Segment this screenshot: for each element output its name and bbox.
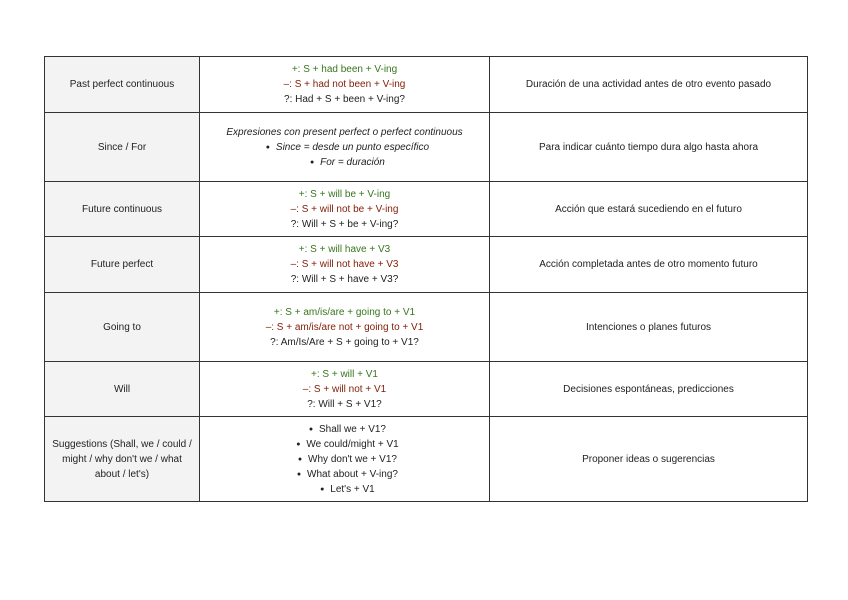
bullet-item: ● Since = desde un punto específico [204, 140, 485, 155]
structure-cell [200, 237, 490, 293]
usage-text: Intenciones o planes futuros [585, 321, 712, 333]
negative-form: –: S + will not + V1 [302, 383, 387, 395]
usage-cell [490, 57, 808, 113]
table-row [45, 293, 808, 362]
usage-text: Decisiones espontáneas, predicciones [563, 383, 734, 395]
usage-text: Duración de una actividad antes de otro evento pasado [525, 79, 772, 90]
positive-form: +: S + will + V1 [311, 368, 378, 380]
tense-label: Past perfect continuous [69, 79, 175, 90]
tense-label: Going to [103, 321, 141, 333]
tense-label: Suggestions (Shall, we / could / might / why don't we / what about / let's) [52, 438, 192, 480]
structure-cell [200, 293, 490, 362]
structure-cell [200, 362, 490, 417]
structure-cell [200, 113, 490, 182]
usage-cell [490, 362, 808, 417]
tense-cell [45, 113, 200, 182]
tense-label: Will [113, 383, 131, 395]
grammar-table [44, 56, 808, 502]
negative-form: –: S + had not been + V-ing [283, 79, 406, 90]
tense-cell [45, 362, 200, 417]
negative-form: –: S + will not be + V-ing [290, 203, 399, 215]
table-row [45, 237, 808, 293]
bullet-item: ● For = duración [204, 155, 485, 170]
tense-label: Future continuous [81, 203, 163, 215]
structure-cell [200, 417, 490, 502]
table-row [45, 362, 808, 417]
tense-cell [45, 237, 200, 293]
bullet-item: ● Let's + V1 [204, 482, 485, 497]
bullet-item: ● What about + V-ing? [204, 467, 485, 482]
question-form: ?: Am/Is/Are + S + going to + V1? [270, 336, 419, 348]
tense-cell [45, 57, 200, 113]
question-form: ?: Will + S + be + V-ing? [290, 218, 399, 230]
usage-cell [490, 182, 808, 237]
usage-cell [490, 293, 808, 362]
positive-form: +: S + will have + V3 [298, 244, 391, 255]
structure-heading: Expresiones con present perfect o perfect continuous [226, 126, 463, 138]
negative-form: –: S + will not have + V3 [290, 259, 399, 270]
tense-label: Since / For [97, 141, 147, 153]
question-form: ?: Will + S + have + V3? [290, 274, 399, 285]
bullet-item: ● We could/might + V1 [204, 437, 485, 452]
usage-text: Acción completada antes de otro momento futuro [539, 259, 758, 270]
usage-cell [490, 237, 808, 293]
structure-cell [200, 182, 490, 237]
usage-text: Para indicar cuánto tiempo dura algo hasta ahora [538, 141, 759, 153]
usage-text: Acción que estará sucediendo en el futuro [555, 203, 742, 215]
question-form: ?: Had + S + been + V-ing? [284, 94, 405, 105]
tense-label: Future perfect [90, 259, 154, 270]
table-row [45, 113, 808, 182]
question-form: ?: Will + S + V1? [307, 398, 382, 410]
positive-form: +: S + am/is/are + going to + V1 [273, 306, 416, 318]
bullet-item: ● Shall we + V1? [204, 422, 485, 437]
tense-cell [45, 182, 200, 237]
table-row [45, 417, 808, 502]
usage-cell [490, 113, 808, 182]
positive-form: +: S + will be + V-ing [298, 188, 391, 200]
bullet-item: ● Why don't we + V1? [204, 452, 485, 467]
positive-form: +: S + had been + V-ing [291, 64, 398, 75]
table-row [45, 57, 808, 113]
usage-text: Proponer ideas o sugerencias [582, 453, 715, 465]
table-row [45, 182, 808, 237]
tense-cell [45, 293, 200, 362]
negative-form: –: S + am/is/are not + going to + V1 [265, 321, 424, 333]
tense-cell [45, 417, 200, 502]
usage-cell [490, 417, 808, 502]
structure-cell [200, 57, 490, 113]
